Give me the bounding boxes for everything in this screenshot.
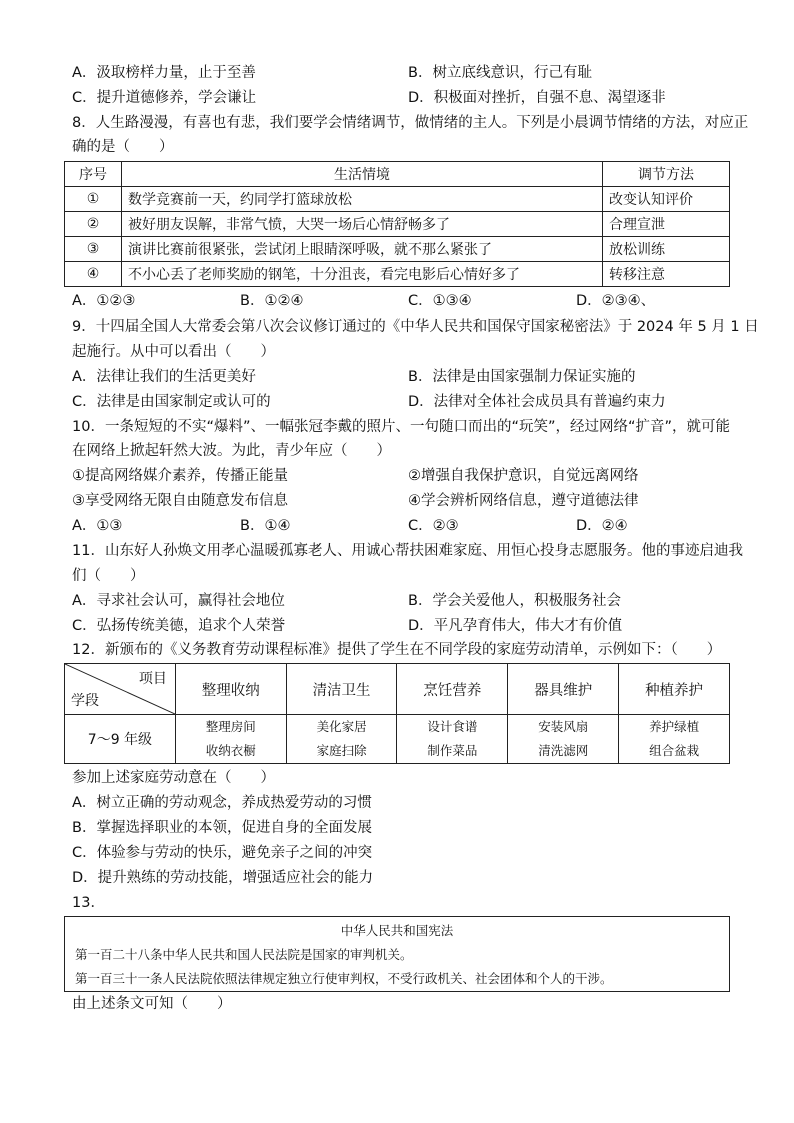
q8-row-scene: 演讲比赛前很紧张，尝试闭上眼睛深呼吸，就不那么紧张了	[122, 237, 603, 262]
q12-cell-line: 养护绿植	[649, 719, 700, 734]
q13-after-text: 由上述条文可知（ ）	[72, 996, 232, 1012]
q7-option-c[interactable]: C．提升道德修养，学会谦让	[72, 90, 257, 106]
q12-option-c[interactable]: C．体验参与劳动的快乐，避免亲子之间的冲突	[72, 845, 373, 861]
table-row	[65, 237, 730, 262]
q10-option-b[interactable]: B．①④	[240, 518, 291, 534]
q7-option-a[interactable]: A．汲取榜样力量，止于至善	[72, 65, 256, 81]
q8-option-c[interactable]: C．①③④	[408, 293, 472, 309]
q12-header: 器具维护	[508, 664, 619, 715]
table-row	[65, 212, 730, 237]
table-row	[65, 187, 730, 212]
q10-option-a[interactable]: A．①③	[72, 518, 123, 534]
q12-corner-top: 项目	[138, 671, 167, 687]
q8-header-method: 调节方法	[603, 162, 730, 187]
q12-corner-cell	[65, 664, 176, 715]
q12-table	[64, 663, 730, 764]
q12-cell-line: 设计食谱	[427, 719, 478, 734]
q12-option-a[interactable]: A．树立正确的劳动观念，养成热爱劳动的习惯	[72, 795, 372, 811]
q8-table-header	[65, 162, 730, 187]
q8-row-method: 合理宣泄	[603, 212, 730, 237]
q12-cell	[508, 715, 619, 764]
q12-option-d[interactable]: D．提升熟练的劳动技能，增强适应社会的能力	[72, 870, 374, 886]
q12-cell	[175, 715, 286, 764]
q12-cell-line: 收纳衣橱	[205, 743, 256, 758]
q12-stem: 12．新颁布的《义务教育劳动课程标准》提供了学生在不同学段的家庭劳动清单，示例如下：（ ）	[72, 642, 722, 658]
q10-statement-1: ①提高网络媒介素养，传播正能量	[72, 468, 288, 484]
q11-stem-line1: 11．山东好人孙焕文用孝心温暖孤寡老人、用诚心帮扶困难家庭、用恒心投身志愿服务。他的事迹启迪我	[72, 543, 743, 559]
q9-option-b[interactable]: B．法律是由国家强制力保证实施的	[408, 369, 636, 385]
table-row	[65, 715, 730, 764]
q13-constitution-box	[64, 916, 730, 992]
q13-article-131: 第一百三十一条人民法院依照法律规定独立行使审判权，不受行政机关、社会团体和个人的干涉。	[75, 971, 613, 986]
q13-number: 13．	[72, 895, 105, 911]
q9-option-d[interactable]: D．法律对全体社会成员具有普遍约束力	[408, 394, 666, 410]
q13-box-title: 中华人民共和国宪法	[340, 923, 454, 938]
q8-row-num: ③	[65, 237, 122, 262]
q10-statement-2: ②增强自我保护意识，自觉远离网络	[408, 468, 639, 484]
q8-stem-line2: 确的是（ ）	[72, 139, 174, 155]
q9-option-c[interactable]: C．法律是由国家制定或认可的	[72, 394, 271, 410]
q12-corner-bottom: 学段	[71, 693, 99, 709]
q11-stem-line2: 们（ ）	[72, 568, 145, 584]
q12-cell-line: 制作菜品	[427, 743, 478, 758]
q9-option-a[interactable]: A．法律让我们的生活更美好	[72, 369, 256, 385]
q10-option-d[interactable]: D．②④	[576, 518, 628, 534]
q12-cell-line: 安装风扇	[538, 719, 589, 734]
q8-table	[64, 161, 730, 287]
q12-cell-line: 清洗滤网	[538, 743, 589, 758]
q12-table-header	[65, 664, 730, 715]
q8-row-method: 转移注意	[603, 262, 730, 287]
q8-option-b[interactable]: B．①②④	[240, 293, 304, 309]
q12-header: 清洁卫生	[286, 664, 397, 715]
q12-cell-line: 美化家居	[316, 719, 367, 734]
q12-cell-line: 家庭扫除	[316, 743, 367, 758]
q8-row-method: 改变认知评价	[603, 187, 730, 212]
q7-option-b[interactable]: B．树立底线意识，行己有耻	[408, 65, 592, 81]
q10-stem-line2: 在网络上掀起轩然大波。为此，青少年应（ ）	[72, 443, 391, 459]
q8-row-scene: 被好朋友误解，非常气愤，大哭一场后心情舒畅多了	[122, 212, 603, 237]
q12-after-text: 参加上述家庭劳动意在（ ）	[72, 770, 275, 786]
q7-option-d[interactable]: D．积极面对挫折，自强不息、渴望逐非	[408, 90, 666, 106]
q12-header: 烹饪营养	[397, 664, 508, 715]
q12-cell	[619, 715, 730, 764]
q8-stem-line1: 8．人生路漫漫，有喜也有悲，我们要学会情绪调节，做情绪的主人。下列是小晨调节情绪的方法，对应正	[72, 115, 749, 131]
q8-header-num: 序号	[65, 162, 122, 187]
q11-option-d[interactable]: D．平凡孕育伟大，伟大才有价值	[408, 618, 623, 634]
q12-option-b[interactable]: B．掌握选择职业的本领，促进自身的全面发展	[72, 820, 372, 836]
q11-option-b[interactable]: B．学会关爱他人，积极服务社会	[408, 593, 621, 609]
q9-stem-line2: 起施行。从中可以看出（ ）	[72, 344, 275, 360]
q11-option-a[interactable]: A．寻求社会认可，赢得社会地位	[72, 593, 285, 609]
table-row	[65, 262, 730, 287]
q12-grade: 7～9 年级	[65, 715, 176, 764]
q8-row-num: ②	[65, 212, 122, 237]
q12-cell-line: 整理房间	[205, 719, 256, 734]
q12-cell-line: 组合盆栽	[649, 743, 700, 758]
q10-option-c[interactable]: C．②③	[408, 518, 459, 534]
q8-row-scene: 数学竞赛前一天，约同学打篮球放松	[122, 187, 603, 212]
q8-row-num: ④	[65, 262, 122, 287]
q12-header: 种植养护	[619, 664, 730, 715]
q8-row-num: ①	[65, 187, 122, 212]
q8-header-scene: 生活情境	[122, 162, 603, 187]
q10-statement-4: ④学会辨析网络信息，遵守道德法律	[408, 493, 639, 509]
q8-option-a[interactable]: A．①②③	[72, 293, 136, 309]
q12-cell	[286, 715, 397, 764]
q8-row-method: 放松训练	[603, 237, 730, 262]
q10-statement-3: ③享受网络无限自由随意发布信息	[72, 493, 288, 509]
q13-article-128: 第一百二十八条中华人民共和国人民法院是国家的审判机关。	[75, 947, 413, 962]
q11-option-c[interactable]: C．弘扬传统美德，追求个人荣誉	[72, 618, 286, 634]
q12-cell	[397, 715, 508, 764]
q9-stem-line1: 9．十四届全国人大常委会第八次会议修订通过的《中华人民共和国保守国家秘密法》于 2024 年 5 月 1 日	[72, 319, 759, 335]
q10-stem-line1: 10．一条短短的不实“爆料”、一幅张冠李戴的照片、一句随口而出的“玩笑”，经过网络“扩音”，就可能	[72, 419, 731, 435]
q8-row-scene: 不小心丢了老师奖励的钢笔，十分沮丧，看完电影后心情好多了	[122, 262, 603, 287]
q12-header: 整理收纳	[175, 664, 286, 715]
q8-option-d[interactable]: D．②③④、	[576, 293, 656, 309]
